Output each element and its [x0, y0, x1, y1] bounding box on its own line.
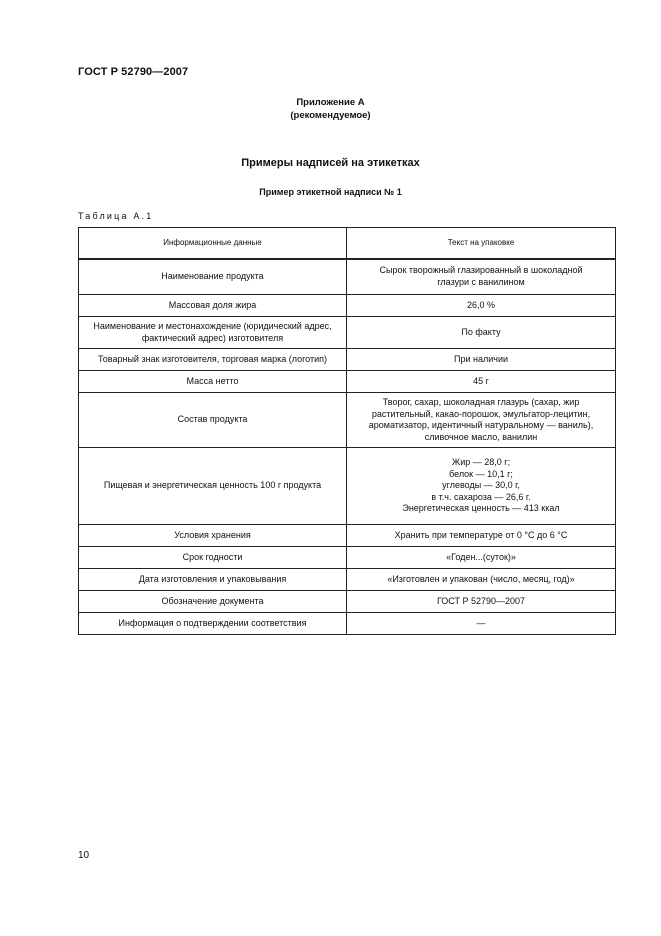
- table-row: [79, 569, 616, 591]
- table-row: [79, 547, 616, 569]
- row-label: Условия хранения: [79, 525, 347, 547]
- table-caption: Таблица А.1: [78, 211, 154, 221]
- row-label: Наименование продукта: [79, 259, 347, 295]
- row-value-line: 45 г: [473, 375, 489, 386]
- row-value-line: 26,0 %: [466, 299, 496, 310]
- page-number: 10: [78, 850, 90, 861]
- row-label: Информация о подтверждении соответствия: [79, 613, 347, 635]
- subsection-title: Пример этикетной надписи № 1: [259, 187, 402, 197]
- table-row: [79, 613, 616, 635]
- row-value-line: углеводы — 30,0 г,: [442, 480, 520, 491]
- row-value-line: —: [476, 617, 486, 628]
- row-value-line: Творог, сахар, шоколадная глазурь (сахар, жир: [382, 397, 580, 407]
- row-value: [347, 295, 616, 317]
- row-value-line: ГОСТ Р 52790—2007: [436, 595, 526, 606]
- row-value-line: Хранить при температуре от 0 °С до 6 °С: [394, 529, 568, 540]
- row-label: Массовая доля жира: [79, 295, 347, 317]
- row-label: Товарный знак изготовителя, торговая марка (логотип): [79, 349, 347, 371]
- standard-header: ГОСТ Р 52790—2007: [78, 66, 189, 78]
- row-value-line: Жир — 28,0 г;: [451, 457, 511, 468]
- row-label: Состав продукта: [79, 393, 347, 448]
- row-label: Масса нетто: [79, 371, 347, 393]
- row-value-line: в т.ч. сахароза — 26,6 г.: [431, 491, 531, 502]
- row-value-line: сливочное масло, ванилин: [424, 431, 538, 442]
- table-row: [79, 591, 616, 613]
- row-value: [347, 448, 616, 525]
- table-body: [79, 259, 616, 635]
- row-label: Дата изготовления и упаковывания: [79, 569, 347, 591]
- row-label: Пищевая и энергетическая ценность 100 г продукта: [79, 448, 347, 525]
- table-header-row: [79, 228, 616, 259]
- row-value: [347, 547, 616, 569]
- row-value-line: «Изготовлен и упакован (число, месяц, год)»: [387, 573, 575, 584]
- row-value-line: Энергетическая ценность — 413 ккал: [402, 503, 560, 514]
- row-value-line: При наличии: [454, 353, 508, 364]
- label-table: [78, 227, 616, 635]
- row-label: Наименование и местонахождение (юридический адрес, фактический адрес) изготовителя: [79, 317, 347, 349]
- row-value: [347, 393, 616, 448]
- row-value-line: ароматизатор, идентичный натуральному — ваниль),: [368, 420, 594, 430]
- annex-status: (рекомендуемое): [290, 110, 371, 121]
- table-row: [79, 525, 616, 547]
- row-value: [347, 371, 616, 393]
- row-value: [347, 613, 616, 635]
- table-row: [79, 371, 616, 393]
- table-row: [79, 259, 616, 295]
- row-value-line: глазури с ванилином: [437, 276, 525, 287]
- row-label: Обозначение документа: [79, 591, 347, 613]
- annex-heading: [0, 96, 661, 122]
- row-value-line: Сырок творожный глазированный в шоколадной: [379, 265, 583, 276]
- row-value: [347, 525, 616, 547]
- row-value-line: белок — 10,1 г;: [449, 468, 513, 479]
- label-table-container: [78, 227, 615, 635]
- row-value: [347, 259, 616, 295]
- row-value: [347, 569, 616, 591]
- section-title: Примеры надписей на этикетках: [241, 157, 420, 169]
- table-row: [79, 349, 616, 371]
- row-value-line: «Годен...(суток)»: [446, 551, 516, 562]
- row-value-line: По факту: [461, 326, 501, 337]
- row-value: [347, 349, 616, 371]
- table-row: [79, 448, 616, 525]
- table-row: [79, 393, 616, 448]
- row-label: Срок годности: [79, 547, 347, 569]
- column-header-package-text: Текст на упаковке: [347, 228, 616, 259]
- row-value-line: растительный, какао-порошок, эмульгатор-лецитин,: [371, 408, 591, 419]
- column-header-info: Информационные данные: [79, 228, 347, 259]
- row-value: [347, 591, 616, 613]
- table-row: [79, 295, 616, 317]
- table-row: [79, 317, 616, 349]
- annex-title: Приложение А: [296, 97, 365, 108]
- row-value: [347, 317, 616, 349]
